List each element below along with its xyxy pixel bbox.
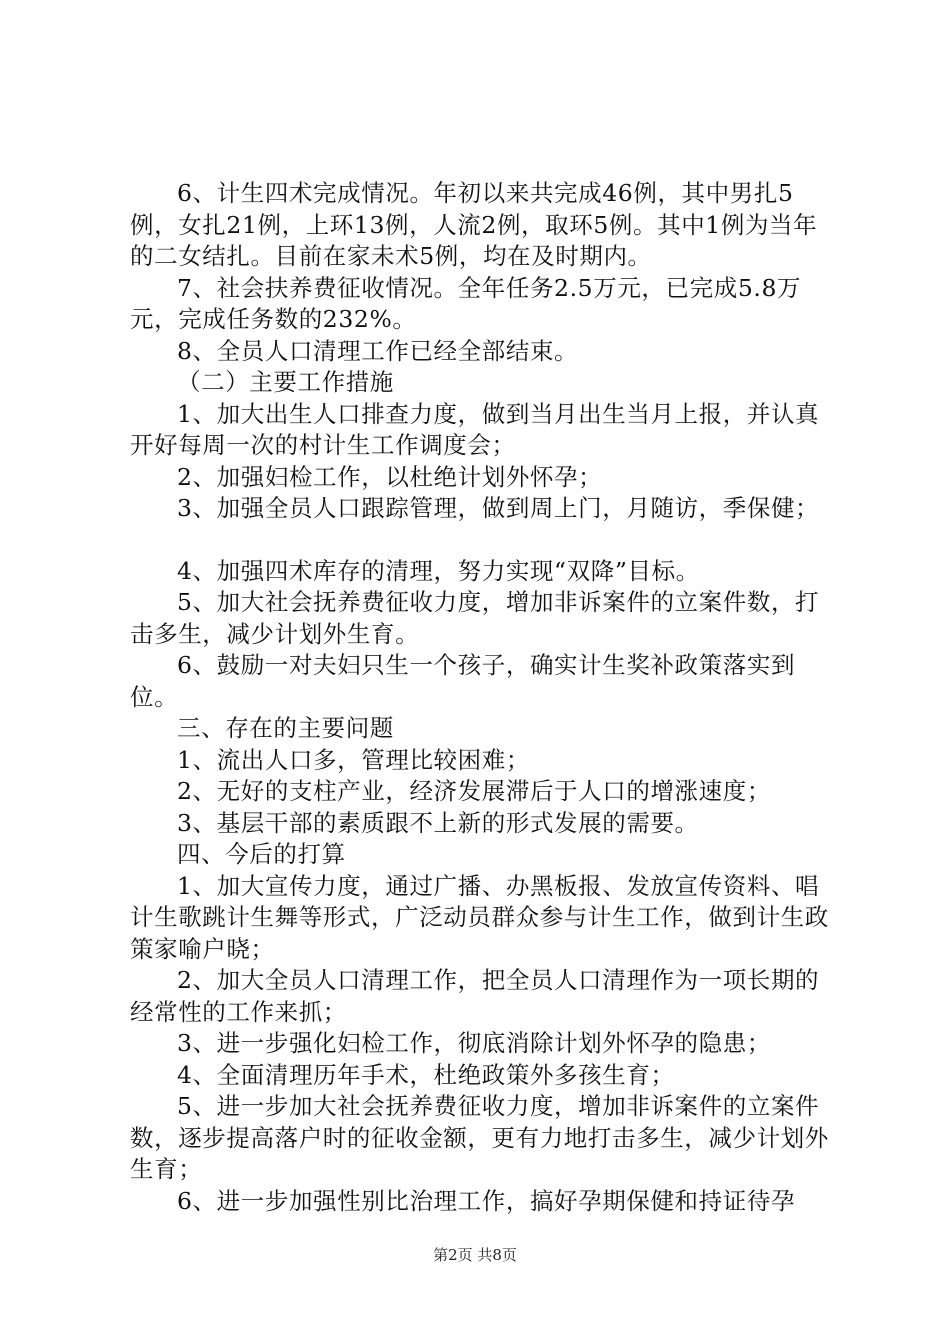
- paragraph-problem-3: 3、基层干部的素质跟不上新的形式发展的需要。: [177, 808, 699, 837]
- paragraph-measure-3: 3、加强全员人口跟踪管理，做到周上门，月随访，季保健；: [177, 494, 820, 522]
- paragraph-problem-1: 1、流出人口多，管理比较困难；: [177, 745, 530, 774]
- paragraph-plan-5: 5、进一步加大社会抚养费征收力度，增加非诉案件的立案件数，逐步提高落户时的征收金额，更有力地打击多生，减少计划外生育；: [130, 1092, 829, 1183]
- paragraph-social-fee-collection: 7、社会扶养费征收情况。全年任务2.5万元，已完成5.8万元，完成任务数的232%。: [130, 273, 802, 333]
- section-heading-main-problems: 三、存在的主要问题: [177, 714, 394, 742]
- page-number-footer: 第2页 共8页: [433, 1246, 517, 1264]
- paragraph-problem-2: 2、无好的支柱产业，经济发展滞后于人口的增涨速度；: [177, 777, 771, 805]
- paragraph-measure-5: 5、加大社会抚养费征收力度，增加非诉案件的立案件数，打击多生，减少计划外生育。: [130, 588, 820, 648]
- paragraph-measure-2: 2、加强妇检工作，以杜绝计划外怀孕；: [177, 462, 603, 491]
- paragraph-plan-surgeries: 6、计生四术完成情况。年初以来共完成46例，其中男扎5例，女扎21例，上环13例，人流2例，取环5例。其中1例为当年的二女结扎。目前在家未术5例，均在及时期内。: [130, 179, 818, 270]
- paragraph-plan-4: 4、全面清理历年手术，杜绝政策外多孩生育；: [177, 1060, 675, 1089]
- section-heading-main-measures: （二）主要工作措施: [177, 368, 394, 396]
- paragraph-measure-4: 4、加强四术库存的清理，努力实现“双降”目标。: [177, 556, 700, 585]
- paragraph-plan-1: 1、加大宣传力度，通过广播、办黑板报、发放宣传资料、唱计生歌跳计生舞等形式，广泛动员群众参与计生工作，做到计生政策家喻户晓；: [130, 871, 829, 963]
- paragraph-plan-3: 3、进一步强化妇检工作，彻底消除计划外怀孕的隐患；: [177, 1029, 771, 1057]
- section-heading-future-plans: 四、今后的打算: [177, 840, 346, 868]
- paragraph-measure-6: 6、鼓励一对夫妇只生一个孩子，确实计生奖补政策落实到位。: [130, 651, 796, 711]
- paragraph-plan-2: 2、加大全员人口清理工作，把全员人口清理作为一项长期的经常性的工作来抓；: [130, 966, 820, 1026]
- paragraph-plan-6: 6、进一步加强性别比治理工作，搞好孕期保健和持证待孕: [177, 1186, 796, 1215]
- document-body: [130, 178, 830, 1217]
- paragraph-population-cleanup: 8、全员人口清理工作已经全部结束。: [177, 336, 579, 365]
- paragraph-measure-1: 1、加大出生人口排查力度，做到当月出生当月上报，并认真开好每周一次的村计生工作调度会；: [130, 399, 820, 459]
